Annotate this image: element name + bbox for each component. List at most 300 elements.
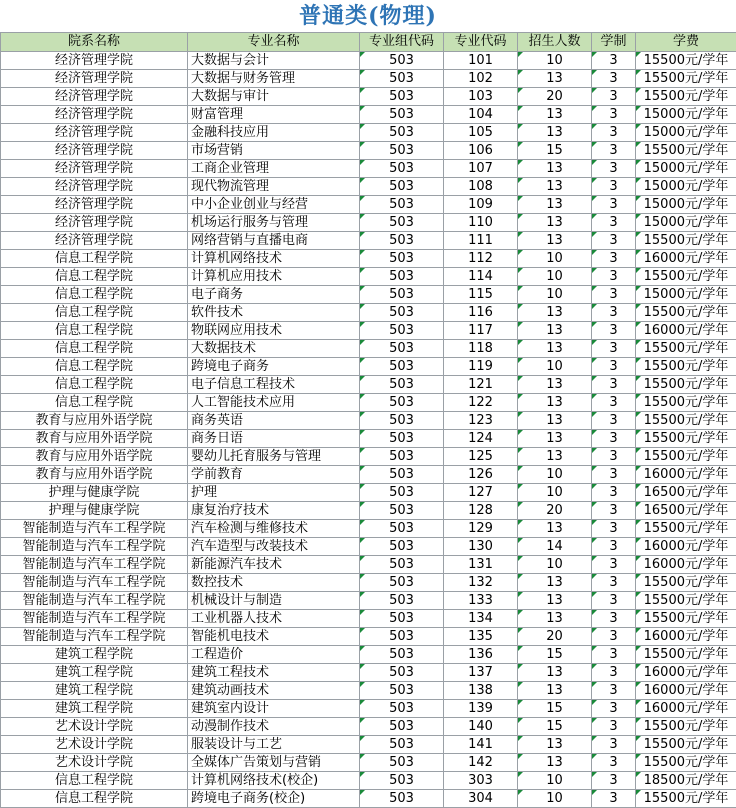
cell-major[interactable]: 电子商务 <box>188 286 360 304</box>
cell-group-code[interactable]: 503 <box>360 700 444 718</box>
cell-department[interactable]: 经济管理学院 <box>1 196 188 214</box>
cell-department[interactable]: 经济管理学院 <box>1 52 188 70</box>
cell-duration[interactable]: 3 <box>592 232 636 250</box>
cell-group-code[interactable]: 503 <box>360 106 444 124</box>
cell-enrollment[interactable]: 13 <box>518 736 592 754</box>
cell-major-code[interactable]: 107 <box>444 160 518 178</box>
cell-department[interactable]: 信息工程学院 <box>1 268 188 286</box>
cell-enrollment[interactable]: 13 <box>518 448 592 466</box>
cell-major[interactable]: 工程造价 <box>188 646 360 664</box>
cell-enrollment[interactable]: 13 <box>518 664 592 682</box>
cell-duration[interactable]: 3 <box>592 664 636 682</box>
cell-group-code[interactable]: 503 <box>360 448 444 466</box>
cell-department[interactable]: 信息工程学院 <box>1 340 188 358</box>
cell-enrollment[interactable]: 13 <box>518 394 592 412</box>
cell-enrollment[interactable]: 13 <box>518 682 592 700</box>
cell-enrollment[interactable]: 10 <box>518 250 592 268</box>
cell-major-code[interactable]: 116 <box>444 304 518 322</box>
header-duration[interactable]: 学制 <box>592 33 636 52</box>
cell-group-code[interactable]: 503 <box>360 142 444 160</box>
cell-tuition[interactable]: 16000元/学年 <box>636 250 736 268</box>
cell-enrollment[interactable]: 13 <box>518 124 592 142</box>
cell-tuition[interactable]: 15500元/学年 <box>636 736 736 754</box>
cell-enrollment[interactable]: 13 <box>518 610 592 628</box>
cell-tuition[interactable]: 15500元/学年 <box>636 520 736 538</box>
cell-major[interactable]: 物联网应用技术 <box>188 322 360 340</box>
cell-tuition[interactable]: 15500元/学年 <box>636 412 736 430</box>
cell-group-code[interactable]: 503 <box>360 232 444 250</box>
cell-enrollment[interactable]: 10 <box>518 466 592 484</box>
cell-group-code[interactable]: 503 <box>360 610 444 628</box>
cell-major[interactable]: 服装设计与工艺 <box>188 736 360 754</box>
cell-tuition[interactable]: 15500元/学年 <box>636 70 736 88</box>
cell-group-code[interactable]: 503 <box>360 790 444 808</box>
cell-major-code[interactable]: 134 <box>444 610 518 628</box>
cell-group-code[interactable]: 503 <box>360 646 444 664</box>
cell-major[interactable]: 机场运行服务与管理 <box>188 214 360 232</box>
cell-enrollment[interactable]: 20 <box>518 502 592 520</box>
cell-enrollment[interactable]: 13 <box>518 214 592 232</box>
cell-enrollment[interactable]: 10 <box>518 484 592 502</box>
cell-enrollment[interactable]: 13 <box>518 160 592 178</box>
cell-group-code[interactable]: 503 <box>360 376 444 394</box>
cell-department[interactable]: 信息工程学院 <box>1 772 188 790</box>
cell-duration[interactable]: 3 <box>592 106 636 124</box>
cell-department[interactable]: 智能制造与汽车工程学院 <box>1 574 188 592</box>
cell-department[interactable]: 经济管理学院 <box>1 160 188 178</box>
cell-major[interactable]: 计算机网络技术 <box>188 250 360 268</box>
cell-major[interactable]: 汽车检测与维修技术 <box>188 520 360 538</box>
cell-tuition[interactable]: 16000元/学年 <box>636 682 736 700</box>
cell-group-code[interactable]: 503 <box>360 754 444 772</box>
cell-major-code[interactable]: 129 <box>444 520 518 538</box>
cell-major[interactable]: 机械设计与制造 <box>188 592 360 610</box>
cell-duration[interactable]: 3 <box>592 646 636 664</box>
cell-tuition[interactable]: 16500元/学年 <box>636 502 736 520</box>
cell-enrollment[interactable]: 10 <box>518 268 592 286</box>
cell-major-code[interactable]: 114 <box>444 268 518 286</box>
cell-major[interactable]: 金融科技应用 <box>188 124 360 142</box>
cell-tuition[interactable]: 15500元/学年 <box>636 754 736 772</box>
cell-enrollment[interactable]: 10 <box>518 358 592 376</box>
cell-major-code[interactable]: 121 <box>444 376 518 394</box>
cell-major-code[interactable]: 128 <box>444 502 518 520</box>
cell-major[interactable]: 建筑工程技术 <box>188 664 360 682</box>
cell-tuition[interactable]: 15000元/学年 <box>636 214 736 232</box>
cell-department[interactable]: 智能制造与汽车工程学院 <box>1 538 188 556</box>
cell-major-code[interactable]: 112 <box>444 250 518 268</box>
cell-department[interactable]: 经济管理学院 <box>1 88 188 106</box>
cell-tuition[interactable]: 15500元/学年 <box>636 718 736 736</box>
cell-duration[interactable]: 3 <box>592 736 636 754</box>
cell-major[interactable]: 护理 <box>188 484 360 502</box>
cell-group-code[interactable]: 503 <box>360 52 444 70</box>
cell-tuition[interactable]: 15500元/学年 <box>636 646 736 664</box>
cell-tuition[interactable]: 16000元/学年 <box>636 700 736 718</box>
cell-major[interactable]: 智能机电技术 <box>188 628 360 646</box>
cell-department[interactable]: 信息工程学院 <box>1 286 188 304</box>
cell-tuition[interactable]: 16000元/学年 <box>636 466 736 484</box>
cell-major-code[interactable]: 105 <box>444 124 518 142</box>
cell-tuition[interactable]: 15500元/学年 <box>636 376 736 394</box>
cell-tuition[interactable]: 16000元/学年 <box>636 664 736 682</box>
cell-group-code[interactable]: 503 <box>360 520 444 538</box>
cell-group-code[interactable]: 503 <box>360 430 444 448</box>
cell-duration[interactable]: 3 <box>592 250 636 268</box>
cell-enrollment[interactable]: 13 <box>518 412 592 430</box>
cell-tuition[interactable]: 15500元/学年 <box>636 232 736 250</box>
cell-enrollment[interactable]: 13 <box>518 70 592 88</box>
cell-group-code[interactable]: 503 <box>360 160 444 178</box>
cell-major[interactable]: 网络营销与直播电商 <box>188 232 360 250</box>
cell-duration[interactable]: 3 <box>592 682 636 700</box>
cell-major[interactable]: 市场营销 <box>188 142 360 160</box>
cell-duration[interactable]: 3 <box>592 718 636 736</box>
cell-major[interactable]: 软件技术 <box>188 304 360 322</box>
cell-duration[interactable]: 3 <box>592 340 636 358</box>
cell-duration[interactable]: 3 <box>592 772 636 790</box>
cell-group-code[interactable]: 503 <box>360 286 444 304</box>
cell-duration[interactable]: 3 <box>592 574 636 592</box>
cell-group-code[interactable]: 503 <box>360 124 444 142</box>
cell-major[interactable]: 建筑室内设计 <box>188 700 360 718</box>
cell-duration[interactable]: 3 <box>592 520 636 538</box>
cell-department[interactable]: 经济管理学院 <box>1 106 188 124</box>
cell-duration[interactable]: 3 <box>592 754 636 772</box>
cell-major[interactable]: 学前教育 <box>188 466 360 484</box>
cell-department[interactable]: 经济管理学院 <box>1 142 188 160</box>
cell-department[interactable]: 建筑工程学院 <box>1 664 188 682</box>
cell-department[interactable]: 教育与应用外语学院 <box>1 448 188 466</box>
cell-duration[interactable]: 3 <box>592 52 636 70</box>
cell-tuition[interactable]: 15500元/学年 <box>636 340 736 358</box>
cell-enrollment[interactable]: 13 <box>518 754 592 772</box>
cell-major-code[interactable]: 108 <box>444 178 518 196</box>
cell-department[interactable]: 信息工程学院 <box>1 394 188 412</box>
cell-group-code[interactable]: 503 <box>360 394 444 412</box>
cell-group-code[interactable]: 503 <box>360 664 444 682</box>
cell-major-code[interactable]: 122 <box>444 394 518 412</box>
cell-group-code[interactable]: 503 <box>360 250 444 268</box>
cell-enrollment[interactable]: 10 <box>518 52 592 70</box>
cell-department[interactable]: 建筑工程学院 <box>1 682 188 700</box>
cell-department[interactable]: 信息工程学院 <box>1 376 188 394</box>
cell-department[interactable]: 智能制造与汽车工程学院 <box>1 610 188 628</box>
cell-tuition[interactable]: 16000元/学年 <box>636 322 736 340</box>
cell-department[interactable]: 经济管理学院 <box>1 70 188 88</box>
cell-department[interactable]: 艺术设计学院 <box>1 736 188 754</box>
cell-major-code[interactable]: 101 <box>444 52 518 70</box>
cell-major-code[interactable]: 136 <box>444 646 518 664</box>
cell-tuition[interactable]: 15500元/学年 <box>636 790 736 808</box>
header-department[interactable]: 院系名称 <box>1 33 188 52</box>
cell-group-code[interactable]: 503 <box>360 718 444 736</box>
cell-duration[interactable]: 3 <box>592 394 636 412</box>
cell-group-code[interactable]: 503 <box>360 628 444 646</box>
cell-major[interactable]: 新能源汽车技术 <box>188 556 360 574</box>
cell-group-code[interactable]: 503 <box>360 736 444 754</box>
cell-duration[interactable]: 3 <box>592 502 636 520</box>
cell-duration[interactable]: 3 <box>592 466 636 484</box>
cell-duration[interactable]: 3 <box>592 322 636 340</box>
cell-duration[interactable]: 3 <box>592 286 636 304</box>
cell-enrollment[interactable]: 13 <box>518 304 592 322</box>
cell-tuition[interactable]: 15000元/学年 <box>636 196 736 214</box>
cell-enrollment[interactable]: 10 <box>518 790 592 808</box>
cell-major[interactable]: 财富管理 <box>188 106 360 124</box>
cell-group-code[interactable]: 503 <box>360 502 444 520</box>
cell-tuition[interactable]: 15000元/学年 <box>636 286 736 304</box>
cell-major[interactable]: 计算机应用技术 <box>188 268 360 286</box>
cell-department[interactable]: 智能制造与汽车工程学院 <box>1 556 188 574</box>
cell-major-code[interactable]: 110 <box>444 214 518 232</box>
cell-enrollment[interactable]: 13 <box>518 196 592 214</box>
cell-enrollment[interactable]: 13 <box>518 574 592 592</box>
cell-tuition[interactable]: 15000元/学年 <box>636 124 736 142</box>
cell-major-code[interactable]: 123 <box>444 412 518 430</box>
cell-enrollment[interactable]: 13 <box>518 322 592 340</box>
cell-duration[interactable]: 3 <box>592 448 636 466</box>
cell-group-code[interactable]: 503 <box>360 592 444 610</box>
cell-major-code[interactable]: 131 <box>444 556 518 574</box>
cell-enrollment[interactable]: 10 <box>518 556 592 574</box>
cell-enrollment[interactable]: 13 <box>518 376 592 394</box>
cell-duration[interactable]: 3 <box>592 268 636 286</box>
cell-tuition[interactable]: 15500元/学年 <box>636 304 736 322</box>
cell-major[interactable]: 婴幼儿托育服务与管理 <box>188 448 360 466</box>
header-major[interactable]: 专业名称 <box>188 33 360 52</box>
cell-duration[interactable]: 3 <box>592 538 636 556</box>
cell-major[interactable]: 全媒体广告策划与营销 <box>188 754 360 772</box>
cell-enrollment[interactable]: 13 <box>518 592 592 610</box>
cell-duration[interactable]: 3 <box>592 88 636 106</box>
cell-major-code[interactable]: 124 <box>444 430 518 448</box>
cell-tuition[interactable]: 15500元/学年 <box>636 52 736 70</box>
cell-major[interactable]: 大数据技术 <box>188 340 360 358</box>
cell-major[interactable]: 动漫制作技术 <box>188 718 360 736</box>
cell-enrollment[interactable]: 15 <box>518 718 592 736</box>
cell-tuition[interactable]: 15500元/学年 <box>636 88 736 106</box>
cell-department[interactable]: 建筑工程学院 <box>1 700 188 718</box>
cell-department[interactable]: 护理与健康学院 <box>1 484 188 502</box>
cell-duration[interactable]: 3 <box>592 484 636 502</box>
cell-major-code[interactable]: 103 <box>444 88 518 106</box>
cell-duration[interactable]: 3 <box>592 196 636 214</box>
cell-group-code[interactable]: 503 <box>360 484 444 502</box>
cell-tuition[interactable]: 15500元/学年 <box>636 574 736 592</box>
cell-major[interactable]: 中小企业创业与经营 <box>188 196 360 214</box>
cell-duration[interactable]: 3 <box>592 358 636 376</box>
cell-duration[interactable]: 3 <box>592 124 636 142</box>
cell-duration[interactable]: 3 <box>592 214 636 232</box>
cell-duration[interactable]: 3 <box>592 142 636 160</box>
cell-enrollment[interactable]: 13 <box>518 232 592 250</box>
cell-enrollment[interactable]: 13 <box>518 178 592 196</box>
cell-major[interactable]: 大数据与会计 <box>188 52 360 70</box>
cell-major-code[interactable]: 303 <box>444 772 518 790</box>
cell-tuition[interactable]: 15500元/学年 <box>636 448 736 466</box>
header-tuition[interactable]: 学费 <box>636 33 736 52</box>
cell-major-code[interactable]: 133 <box>444 592 518 610</box>
cell-duration[interactable]: 3 <box>592 70 636 88</box>
cell-enrollment[interactable]: 20 <box>518 88 592 106</box>
header-major-code[interactable]: 专业代码 <box>444 33 518 52</box>
cell-department[interactable]: 智能制造与汽车工程学院 <box>1 628 188 646</box>
cell-tuition[interactable]: 16500元/学年 <box>636 484 736 502</box>
cell-duration[interactable]: 3 <box>592 790 636 808</box>
cell-major[interactable]: 康复治疗技术 <box>188 502 360 520</box>
cell-department[interactable]: 信息工程学院 <box>1 358 188 376</box>
cell-enrollment[interactable]: 15 <box>518 700 592 718</box>
cell-duration[interactable]: 3 <box>592 610 636 628</box>
cell-department[interactable]: 经济管理学院 <box>1 232 188 250</box>
cell-duration[interactable]: 3 <box>592 556 636 574</box>
cell-department[interactable]: 教育与应用外语学院 <box>1 430 188 448</box>
cell-department[interactable]: 艺术设计学院 <box>1 754 188 772</box>
cell-major[interactable]: 跨境电子商务(校企) <box>188 790 360 808</box>
cell-major[interactable]: 大数据与财务管理 <box>188 70 360 88</box>
cell-tuition[interactable]: 15000元/学年 <box>636 178 736 196</box>
header-group-code[interactable]: 专业组代码 <box>360 33 444 52</box>
cell-group-code[interactable]: 503 <box>360 88 444 106</box>
cell-enrollment[interactable]: 13 <box>518 106 592 124</box>
cell-major-code[interactable]: 109 <box>444 196 518 214</box>
cell-department[interactable]: 教育与应用外语学院 <box>1 412 188 430</box>
cell-major-code[interactable]: 140 <box>444 718 518 736</box>
cell-department[interactable]: 教育与应用外语学院 <box>1 466 188 484</box>
cell-major-code[interactable]: 142 <box>444 754 518 772</box>
cell-major-code[interactable]: 304 <box>444 790 518 808</box>
cell-enrollment[interactable]: 13 <box>518 340 592 358</box>
cell-duration[interactable]: 3 <box>592 160 636 178</box>
cell-tuition[interactable]: 16000元/学年 <box>636 556 736 574</box>
cell-tuition[interactable]: 15500元/学年 <box>636 430 736 448</box>
cell-duration[interactable]: 3 <box>592 376 636 394</box>
cell-duration[interactable]: 3 <box>592 430 636 448</box>
cell-department[interactable]: 信息工程学院 <box>1 322 188 340</box>
cell-department[interactable]: 信息工程学院 <box>1 250 188 268</box>
cell-department[interactable]: 智能制造与汽车工程学院 <box>1 520 188 538</box>
cell-major-code[interactable]: 119 <box>444 358 518 376</box>
cell-group-code[interactable]: 503 <box>360 214 444 232</box>
cell-major-code[interactable]: 139 <box>444 700 518 718</box>
cell-enrollment[interactable]: 15 <box>518 646 592 664</box>
cell-department[interactable]: 护理与健康学院 <box>1 502 188 520</box>
cell-tuition[interactable]: 15500元/学年 <box>636 268 736 286</box>
cell-group-code[interactable]: 503 <box>360 538 444 556</box>
cell-duration[interactable]: 3 <box>592 178 636 196</box>
cell-major-code[interactable]: 117 <box>444 322 518 340</box>
cell-department[interactable]: 信息工程学院 <box>1 304 188 322</box>
cell-department[interactable]: 信息工程学院 <box>1 790 188 808</box>
cell-major-code[interactable]: 115 <box>444 286 518 304</box>
cell-major-code[interactable]: 125 <box>444 448 518 466</box>
cell-tuition[interactable]: 15500元/学年 <box>636 142 736 160</box>
cell-major[interactable]: 工业机器人技术 <box>188 610 360 628</box>
cell-major[interactable]: 人工智能技术应用 <box>188 394 360 412</box>
cell-group-code[interactable]: 503 <box>360 304 444 322</box>
cell-enrollment[interactable]: 13 <box>518 520 592 538</box>
cell-enrollment[interactable]: 14 <box>518 538 592 556</box>
cell-major-code[interactable]: 106 <box>444 142 518 160</box>
cell-tuition[interactable]: 15500元/学年 <box>636 394 736 412</box>
cell-tuition[interactable]: 18500元/学年 <box>636 772 736 790</box>
cell-department[interactable]: 经济管理学院 <box>1 214 188 232</box>
cell-tuition[interactable]: 15000元/学年 <box>636 160 736 178</box>
cell-major-code[interactable]: 102 <box>444 70 518 88</box>
cell-enrollment[interactable]: 10 <box>518 772 592 790</box>
cell-enrollment[interactable]: 13 <box>518 430 592 448</box>
cell-tuition[interactable]: 15500元/学年 <box>636 592 736 610</box>
cell-duration[interactable]: 3 <box>592 412 636 430</box>
cell-enrollment[interactable]: 20 <box>518 628 592 646</box>
cell-group-code[interactable]: 503 <box>360 340 444 358</box>
cell-group-code[interactable]: 503 <box>360 322 444 340</box>
cell-major[interactable]: 计算机网络技术(校企) <box>188 772 360 790</box>
cell-major-code[interactable]: 141 <box>444 736 518 754</box>
cell-major-code[interactable]: 126 <box>444 466 518 484</box>
cell-major-code[interactable]: 118 <box>444 340 518 358</box>
cell-major[interactable]: 数控技术 <box>188 574 360 592</box>
cell-group-code[interactable]: 503 <box>360 196 444 214</box>
cell-group-code[interactable]: 503 <box>360 178 444 196</box>
cell-major[interactable]: 跨境电子商务 <box>188 358 360 376</box>
cell-major-code[interactable]: 127 <box>444 484 518 502</box>
cell-group-code[interactable]: 503 <box>360 358 444 376</box>
cell-duration[interactable]: 3 <box>592 592 636 610</box>
cell-group-code[interactable]: 503 <box>360 682 444 700</box>
cell-enrollment[interactable]: 10 <box>518 286 592 304</box>
cell-major[interactable]: 现代物流管理 <box>188 178 360 196</box>
header-enrollment[interactable]: 招生人数 <box>518 33 592 52</box>
cell-major[interactable]: 商务日语 <box>188 430 360 448</box>
cell-group-code[interactable]: 503 <box>360 412 444 430</box>
cell-major[interactable]: 电子信息工程技术 <box>188 376 360 394</box>
cell-tuition[interactable]: 15500元/学年 <box>636 610 736 628</box>
cell-major-code[interactable]: 137 <box>444 664 518 682</box>
cell-department[interactable]: 艺术设计学院 <box>1 718 188 736</box>
cell-tuition[interactable]: 16000元/学年 <box>636 628 736 646</box>
cell-major-code[interactable]: 104 <box>444 106 518 124</box>
cell-tuition[interactable]: 15500元/学年 <box>636 358 736 376</box>
cell-major[interactable]: 工商企业管理 <box>188 160 360 178</box>
cell-group-code[interactable]: 503 <box>360 574 444 592</box>
cell-group-code[interactable]: 503 <box>360 70 444 88</box>
cell-duration[interactable]: 3 <box>592 304 636 322</box>
cell-major-code[interactable]: 111 <box>444 232 518 250</box>
cell-major-code[interactable]: 135 <box>444 628 518 646</box>
cell-department[interactable]: 经济管理学院 <box>1 124 188 142</box>
cell-duration[interactable]: 3 <box>592 628 636 646</box>
cell-department[interactable]: 建筑工程学院 <box>1 646 188 664</box>
cell-major-code[interactable]: 132 <box>444 574 518 592</box>
cell-group-code[interactable]: 503 <box>360 772 444 790</box>
cell-major[interactable]: 建筑动画技术 <box>188 682 360 700</box>
cell-major-code[interactable]: 130 <box>444 538 518 556</box>
cell-enrollment[interactable]: 15 <box>518 142 592 160</box>
cell-major-code[interactable]: 138 <box>444 682 518 700</box>
cell-tuition[interactable]: 16000元/学年 <box>636 538 736 556</box>
cell-duration[interactable]: 3 <box>592 700 636 718</box>
cell-major[interactable]: 大数据与审计 <box>188 88 360 106</box>
cell-tuition[interactable]: 15000元/学年 <box>636 106 736 124</box>
cell-group-code[interactable]: 503 <box>360 466 444 484</box>
cell-major[interactable]: 商务英语 <box>188 412 360 430</box>
cell-group-code[interactable]: 503 <box>360 268 444 286</box>
cell-department[interactable]: 经济管理学院 <box>1 178 188 196</box>
cell-major[interactable]: 汽车造型与改装技术 <box>188 538 360 556</box>
cell-group-code[interactable]: 503 <box>360 556 444 574</box>
